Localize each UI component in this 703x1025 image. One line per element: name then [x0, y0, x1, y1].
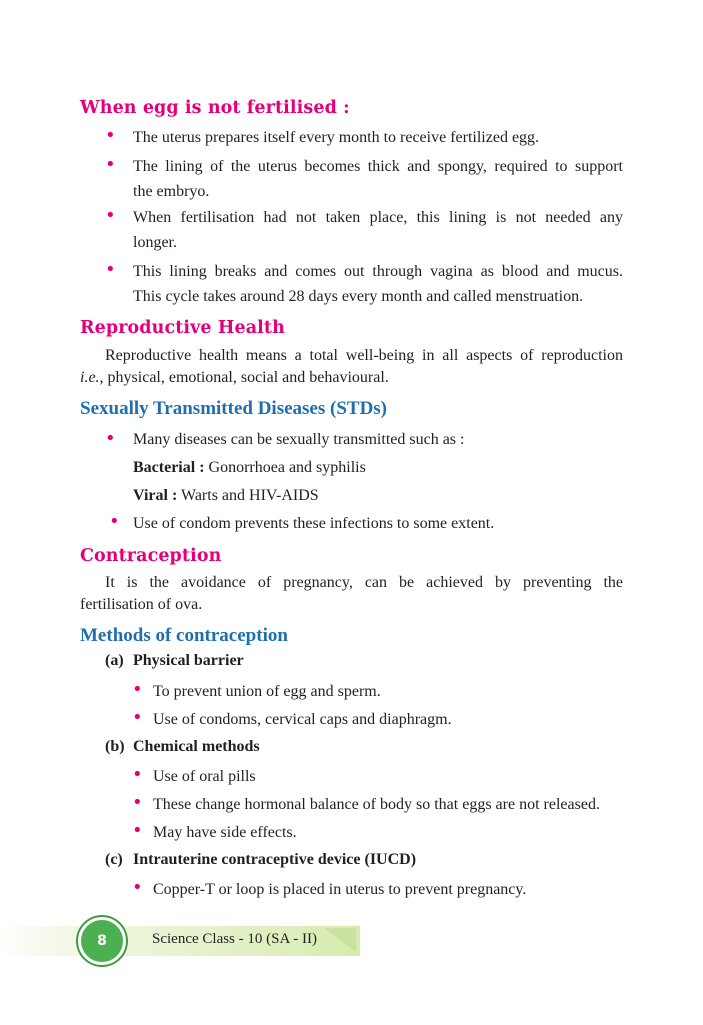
- paragraph-line: It is the avoidance of pregnancy, can be achieved by preventing the: [105, 574, 623, 591]
- sub-label-c: (c): [105, 851, 123, 868]
- paragraph-line: Reproductive health means a total well-being in all aspects of reproduction: [105, 347, 623, 364]
- bacterial-line: [133, 455, 623, 480]
- bullet-icon: •: [105, 125, 116, 146]
- sub-title-physical-barrier: Physical barrier: [133, 652, 244, 669]
- paragraph-line: [80, 365, 623, 390]
- bullet-icon: •: [105, 259, 116, 280]
- bullet-icon: •: [132, 679, 143, 700]
- paragraph-line: fertilisation of ova.: [80, 596, 203, 613]
- bacterial-text: Gonorrhoea and syphilis: [204, 459, 366, 476]
- list-item: When fertilisation had not taken place, this lining is not needed any: [133, 209, 623, 226]
- heading-contraception: Contraception: [80, 546, 222, 566]
- list-item: May have side effects.: [153, 824, 297, 841]
- bullet-icon: •: [132, 764, 143, 785]
- bullet-icon: •: [132, 877, 143, 898]
- list-item: Use of condom prevents these infections to some extent.: [133, 515, 495, 532]
- list-item: The lining of the uterus becomes thick and spongy, required to support: [133, 158, 623, 175]
- footer-book-title: Science Class - 10 (SA - II): [152, 931, 317, 947]
- list-item: Many diseases can be sexually transmitted such as :: [133, 431, 465, 448]
- heading-egg-not-fertilised: When egg is not fertilised :: [80, 98, 350, 118]
- heading-reproductive-health: Reproductive Health: [80, 318, 285, 338]
- list-item: This lining breaks and comes out through vagina as blood and mucus.: [133, 263, 623, 280]
- bullet-icon: •: [105, 205, 116, 226]
- bacterial-label: Bacterial :: [133, 459, 205, 476]
- paragraph-text: physical, emotional, social and behavioural.: [103, 369, 389, 386]
- page-number-badge: 8: [78, 917, 126, 965]
- sub-label-a: (a): [105, 652, 124, 669]
- list-item-continuation: longer.: [133, 234, 177, 251]
- footer-corner-triangle: [324, 928, 356, 952]
- list-item: To prevent union of egg and sperm.: [153, 683, 381, 700]
- heading-methods-of-contraception: Methods of contraception: [80, 625, 288, 646]
- viral-line: [133, 483, 623, 508]
- italic-ie: i.e.,: [80, 369, 104, 386]
- heading-stds: Sexually Transmitted Diseases (STDs): [80, 398, 388, 419]
- list-item-continuation: This cycle takes around 28 days every month and called menstruation.: [133, 288, 584, 305]
- list-item: Use of oral pills: [153, 768, 256, 785]
- list-item: These change hormonal balance of body so that eggs are not released.: [153, 796, 600, 813]
- bullet-icon: •: [109, 511, 120, 532]
- bullet-icon: •: [132, 820, 143, 841]
- viral-label: Viral :: [133, 487, 178, 504]
- bullet-icon: •: [132, 792, 143, 813]
- bullet-icon: •: [105, 428, 116, 449]
- sub-title-chemical-methods: Chemical methods: [133, 738, 260, 755]
- viral-text: Warts and HIV-AIDS: [177, 487, 319, 504]
- list-item-continuation: the embryo.: [133, 183, 210, 200]
- sub-title-iucd: Intrauterine contraceptive device (IUCD): [133, 851, 417, 868]
- list-item: Use of condoms, cervical caps and diaphragm.: [153, 711, 452, 728]
- list-item: The uterus prepares itself every month to receive fertilized egg.: [133, 129, 540, 146]
- bullet-icon: •: [105, 154, 116, 175]
- sub-label-b: (b): [105, 738, 125, 755]
- list-item: Copper-T or loop is placed in uterus to prevent pregnancy.: [153, 881, 527, 898]
- bullet-icon: •: [132, 707, 143, 728]
